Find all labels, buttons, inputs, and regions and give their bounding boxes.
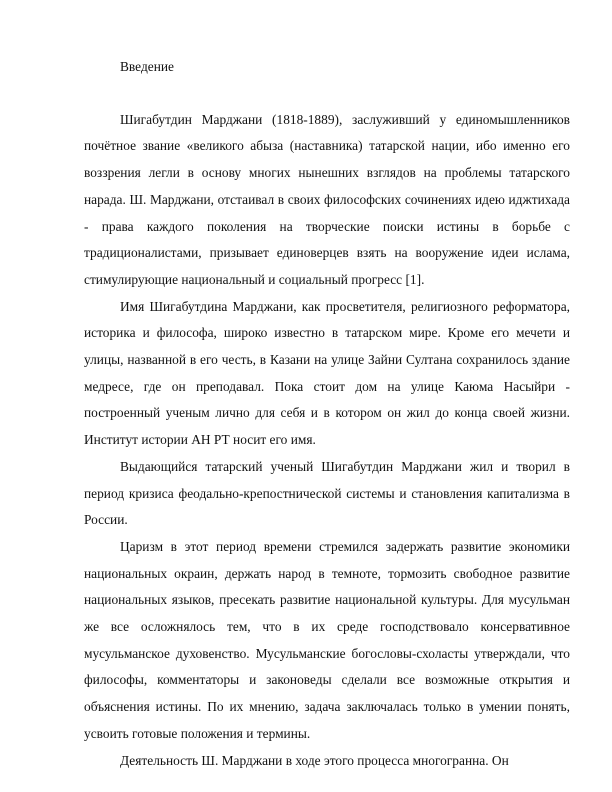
paragraph-3: Выдающийся татарский ученый Шигабутдин Марджани жил и творил в период кризиса феодально-крепостнической системы и становления капитализма в России. — [84, 458, 570, 528]
document-body — [84, 54, 570, 774]
paragraph-2: Имя Шигабутдина Марджани, как просветителя, религиозного реформатора, историка и философа, широко известно в татарском мире. Кроме его мечети и улицы, названной в его честь, в Казани на улице Зайни Султана сохранилось здание медресе, где он преподавал. Пока стоит дом на улице Каюма Насыйри - построенный ученым лично для себя и в котором он жил до конца своей жизни. Институт истории АН РТ носит его имя. — [84, 298, 570, 448]
paragraph-5: Деятельность Ш. Марджани в ходе этого процесса многогранна. Он — [120, 752, 509, 768]
section-heading: Введение — [120, 59, 174, 74]
paragraph-4: Царизм в этот период времени стремился задержать развитие экономики национальных окраин, держать народ в темноте, тормозить свободное развитие национальных языков, пресекать развитие национальной культуры. Для мусульман же все осложнялось тем, что в их среде господствовало консервативное мусульманское духовенство. Мусульманские богословы-схоласты утверждали, что философы, комментаторы и законоведы сделали все возможные открытия и объяснения истины. По их мнению, задача заключалась только в умении понять, усвоить готовые положения и термины. — [84, 538, 570, 741]
paragraph-1: Шигабутдин Марджани (1818-1889), заслуживший у единомышленников почётное звание «великого абыза (наставника) татарской нации, ибо именно его воззрения легли в основу многих нынешних взглядов на проблемы татарского нарада. Ш. Марджани, отстаивал в своих философских сочинениях идею иджтихада - права каждого поколения на творческие поиски истины в борьбе с традиционалистами, призывает единоверцев взять на вооружение идеи ислама, стимулирующие национальный и социальный прогресс [1]. — [84, 111, 570, 287]
